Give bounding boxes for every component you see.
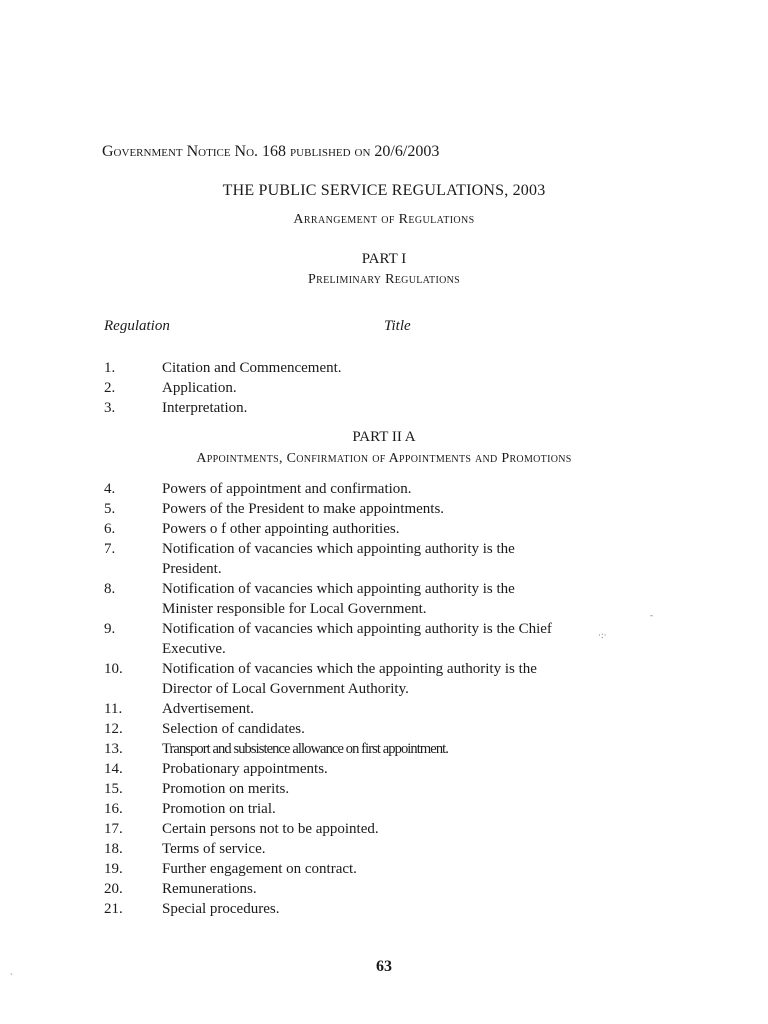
part-1-list bbox=[0, 358, 768, 418]
regulation-number: 11. bbox=[104, 701, 123, 717]
regulation-number: 4. bbox=[104, 481, 116, 497]
scan-speck: ` bbox=[10, 972, 13, 982]
part-1-subheading: Preliminary Regulations bbox=[308, 272, 460, 287]
regulation-title: Notification of vacancies which appointing authority is the President. bbox=[162, 541, 515, 577]
part-2a-subheading: Appointments, Confirmation of Appointments and Promotions bbox=[196, 451, 572, 466]
regulation-number: 13. bbox=[104, 741, 123, 757]
list-item bbox=[0, 358, 768, 378]
regulation-number: 9. bbox=[104, 621, 116, 637]
scan-speck: ·:· bbox=[598, 630, 607, 640]
regulation-title: Promotion on merits. bbox=[162, 781, 290, 797]
part-2a-heading: PART II A bbox=[352, 429, 416, 445]
list-item bbox=[0, 539, 768, 579]
regulation-title: Interpretation. bbox=[162, 400, 248, 416]
regulation-title: Remunerations. bbox=[162, 881, 257, 897]
regulation-title: Further engagement on contract. bbox=[162, 861, 357, 877]
regulation-number: 1. bbox=[104, 360, 116, 376]
list-item bbox=[0, 759, 768, 779]
part-2a-list bbox=[0, 479, 768, 919]
regulation-number: 8. bbox=[104, 581, 116, 597]
government-notice: Government Notice No. 168 published on 20/6/2003 bbox=[102, 143, 440, 160]
list-item bbox=[0, 879, 768, 899]
regulation-title: Promotion on trial. bbox=[162, 801, 276, 817]
list-item bbox=[0, 839, 768, 859]
list-item bbox=[0, 719, 768, 739]
arrangement-heading: Arrangement of Regulations bbox=[293, 212, 475, 227]
list-item bbox=[0, 519, 768, 539]
regulation-title: Selection of candidates. bbox=[162, 721, 305, 737]
regulation-number: 5. bbox=[104, 501, 116, 517]
regulation-number: 15. bbox=[104, 781, 123, 797]
list-item bbox=[0, 859, 768, 879]
regulation-number: 12. bbox=[104, 721, 123, 737]
list-item bbox=[0, 619, 768, 659]
regulation-number: 17. bbox=[104, 821, 123, 837]
regulation-number: 7. bbox=[104, 541, 116, 557]
list-item bbox=[0, 398, 768, 418]
page-number: 63 bbox=[376, 958, 392, 975]
regulation-number: 18. bbox=[104, 841, 123, 857]
regulation-title: Powers of appointment and confirmation. bbox=[162, 481, 412, 497]
regulation-title: Advertisement. bbox=[162, 701, 255, 717]
regulation-number: 3. bbox=[104, 400, 116, 416]
column-header-regulation: Regulation bbox=[104, 318, 170, 334]
regulation-title: Transport and subsistence allowance on first appointment. bbox=[162, 741, 449, 757]
regulation-title: Certain persons not to be appointed. bbox=[162, 821, 379, 837]
list-item bbox=[0, 699, 768, 719]
regulation-number: 14. bbox=[104, 761, 123, 777]
regulation-title: Terms of service. bbox=[162, 841, 266, 857]
regulation-title: Probationary appointments. bbox=[162, 761, 328, 777]
regulation-number: 10. bbox=[104, 661, 123, 677]
regulation-number: 2. bbox=[104, 380, 116, 396]
regulation-title: Special procedures. bbox=[162, 901, 280, 917]
regulation-number: 20. bbox=[104, 881, 123, 897]
list-item bbox=[0, 739, 768, 759]
regulation-title: Application. bbox=[162, 380, 237, 396]
regulation-title: Notification of vacancies which the appointing authority is the Director of Local Government Authority. bbox=[162, 661, 537, 697]
list-item bbox=[0, 799, 768, 819]
regulation-title: Notification of vacancies which appointing authority is the Minister responsible for Local Government. bbox=[162, 581, 515, 617]
part-1-heading: PART I bbox=[361, 251, 407, 267]
regulation-title: Powers o f other appointing authorities. bbox=[162, 521, 400, 537]
list-item bbox=[0, 479, 768, 499]
list-item bbox=[0, 659, 768, 699]
regulation-title: Powers of the President to make appointments. bbox=[162, 501, 445, 517]
regulation-number: 21. bbox=[104, 901, 123, 917]
list-item bbox=[0, 378, 768, 398]
regulation-number: 6. bbox=[104, 521, 116, 537]
list-item bbox=[0, 499, 768, 519]
regulation-number: 19. bbox=[104, 861, 123, 877]
list-item bbox=[0, 899, 768, 919]
scan-speck: - bbox=[650, 610, 653, 620]
regulations-title: THE PUBLIC SERVICE REGULATIONS, 2003 bbox=[222, 182, 546, 199]
regulation-title: Citation and Commencement. bbox=[162, 360, 342, 376]
regulation-number: 16. bbox=[104, 801, 123, 817]
regulation-title: Notification of vacancies which appointing authority is the Chief Executive. bbox=[162, 621, 552, 657]
list-item bbox=[0, 779, 768, 799]
list-item bbox=[0, 819, 768, 839]
column-header-title: Title bbox=[384, 318, 411, 334]
